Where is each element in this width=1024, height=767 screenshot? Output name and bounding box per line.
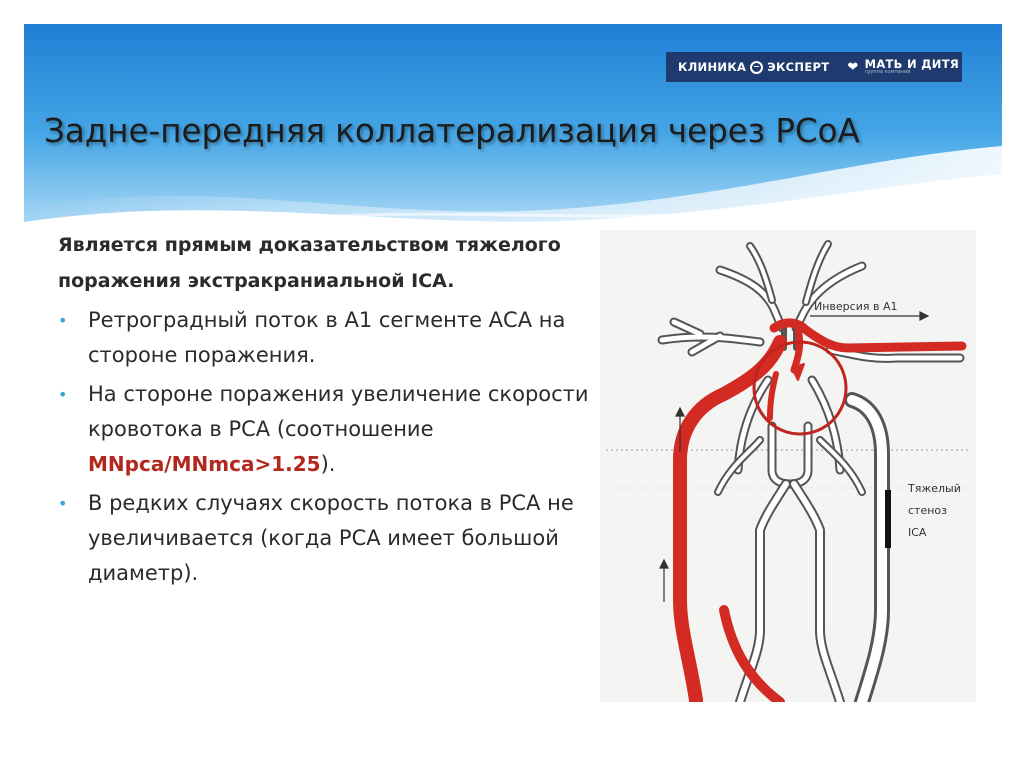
logo-e-icon	[750, 61, 763, 74]
bullet-list	[58, 303, 598, 591]
bullet-text: На стороне поражения увеличение скорости кровотока в РСА (соотношение	[88, 382, 589, 441]
bullet-text: Ретроградный поток в А1 сегменте АСА на стороне поражения.	[88, 308, 566, 367]
slide-title: Задне-передняя коллатерализация через PCoA	[44, 112, 860, 150]
label-a1-inversion: Инверсия в A1	[814, 300, 898, 313]
logo-heart-icon: ❤	[847, 59, 859, 75]
arterial-schematic	[600, 230, 976, 702]
bullet-item	[58, 486, 598, 591]
ratio-highlight: MNpca/MNmca>1.25	[88, 452, 321, 476]
lead-paragraph: Является прямым доказательством тяжелого поражения экстракраниальной ICA.	[58, 234, 561, 292]
label-stenosis-1: Тяжелый	[908, 482, 961, 495]
collateral-diagram	[600, 230, 976, 702]
slide	[24, 24, 1002, 743]
clinic-logo	[666, 52, 962, 82]
bullet-item	[58, 377, 598, 482]
logo-left-text: КЛИНИКА	[678, 60, 747, 74]
stenosis-marker	[885, 490, 891, 548]
logo-right-text: МАТЬ И ДИТЯ	[864, 56, 960, 71]
bullet-item	[58, 303, 598, 373]
content-text	[58, 227, 598, 595]
label-stenosis-3: ICA	[908, 526, 927, 539]
logo-right	[864, 56, 960, 76]
bullet-text-end: ).	[320, 452, 336, 476]
bullet-dot-icon: •	[58, 311, 68, 330]
logo-left-text-2: ЭКСПЕРТ	[767, 60, 830, 74]
bullet-dot-icon: •	[58, 385, 68, 404]
label-stenosis-2: стеноз	[908, 504, 947, 517]
logo-right-sub: группа компаний	[864, 69, 911, 76]
bullet-dot-icon: •	[58, 494, 68, 513]
bullet-text: В редких случаях скорость потока в РСА не увеличивается (когда РСА имеет большой диаметр).	[88, 491, 574, 585]
